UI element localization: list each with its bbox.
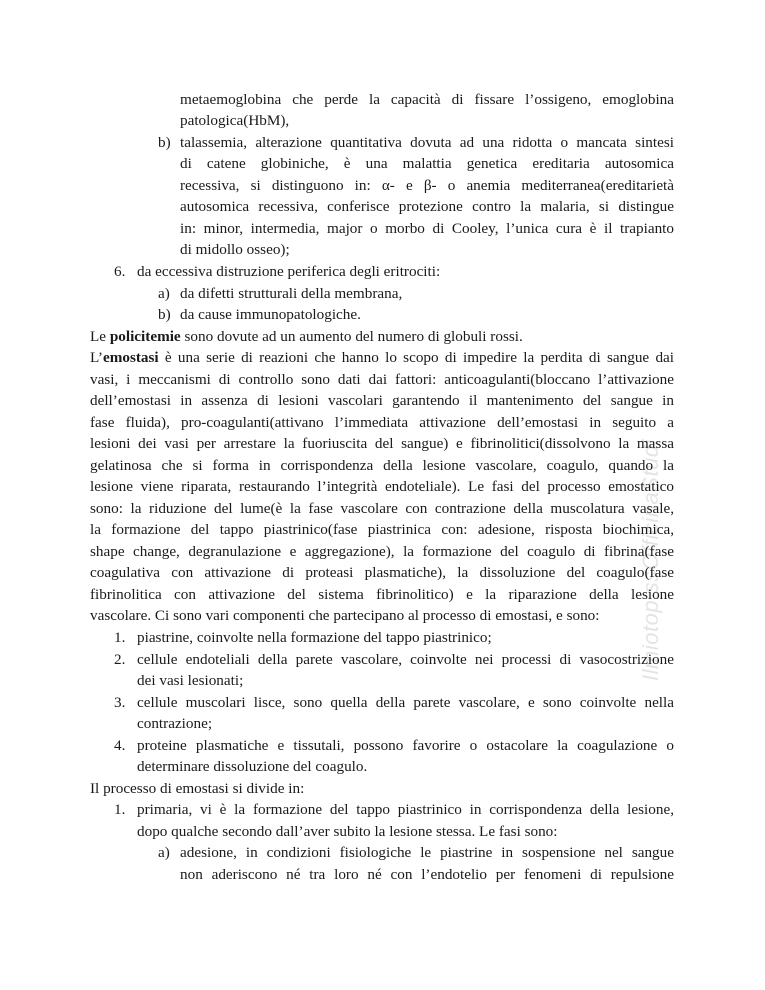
text-line: cellule endoteliali della parete vascolare, coinvolte nei processi di vasocostrizione (137, 651, 674, 668)
text-line: vascolare. Ci sono vari componenti che partecipano al processo di emostasi, e sono: (90, 607, 600, 624)
text-line: lesione viene riparata, restaurando l’integrità endoteliale). Le fasi del processo emostatico (90, 478, 674, 495)
text-line: piastrine, coinvolte nella formazione del tappo piastrinico; (137, 629, 492, 646)
text-line: non aderiscono né tra loro né con l’endotelio per fenomeni di repulsione (180, 866, 674, 883)
text-line: recessiva, si distinguono in: α- e β- o anemia mediterranea(ereditarietà (180, 177, 675, 194)
text-line: fase fluida), pro-coagulanti(attivano l’immediata attivazione dell’emostasi in seguito a (90, 414, 674, 431)
list-marker: 1. (114, 629, 126, 646)
text-line: gelatinosa che si forma in corrispondenza della lesione vascolare, coagulo, quando la (90, 457, 674, 474)
bold-term: emostasi (102, 349, 159, 366)
text-line: vasi, i meccanismi di controllo sono dati dai fattori: anticoagulanti(bloccano l’attivazione (90, 371, 674, 388)
text-line: dell’emostasi in assenza di lesioni vascolari garantendo il mantenimento del sangue in (90, 392, 674, 409)
text-line: contrazione; (137, 715, 213, 732)
list-marker: b) (158, 306, 171, 323)
text-line: dei vasi lesionati; (137, 672, 244, 689)
text-line: coagulativa con attivazione di proteasi plasmatiche), la dissoluzione del coagulo(fase (90, 564, 674, 581)
text-line: in: minor, intermedia, major o morbo di Cooley, l’unica cura è il trapianto (180, 220, 674, 237)
list-marker: 2. (114, 651, 126, 668)
text-line: shape change, degranulazione e aggregazione), la formazione del coagulo di fibrina(fase (90, 543, 674, 560)
watermark: Ilmiotop.ssOfficinaStudi (638, 439, 663, 681)
text-line: sono: la riduzione del lume(è la fase vascolare con contrazione della muscolatura vasale, (90, 500, 674, 517)
text-line: lesioni dei vasi per arrestare la fuoriuscita del sangue) e fibrinolitici(dissolvono la massa (90, 435, 674, 452)
text-line: da eccessiva distruzione periferica degli eritrociti: (137, 263, 441, 280)
list-marker: 1. (114, 801, 126, 818)
text-line: cellule muscolari lisce, sono quella della parete vascolare, e sono coinvolte nella (137, 694, 674, 711)
text-line: fibrinolitica con attivazione del sistema fibrinolitico) e la riparazione della lesione (90, 586, 674, 603)
text-line: Le policitemie sono dovute ad un aumento del numero di globuli rossi. (90, 328, 523, 345)
text-line: autosomica recessiva, conferisce protezione contro la malaria, si distingue (180, 198, 674, 215)
text-line: dopo qualche secondo dall’aver subito la lesione stessa. Le fasi sono: (137, 823, 558, 840)
list-marker: 4. (114, 737, 126, 754)
text-line: metaemoglobina che perde la capacità di fissare l’ossigeno, emoglobina (180, 91, 674, 108)
list-marker: 6. (114, 263, 126, 280)
list-marker: a) (158, 844, 170, 861)
text-line: adesione, in condizioni fisiologiche le piastrine in sospensione nel sangue (180, 844, 674, 861)
list-marker: a) (158, 285, 170, 302)
text-line: patologica(HbM), (180, 112, 290, 129)
text-line: proteine plasmatiche e tissutali, possono favorire o ostacolare la coagulazione o (137, 737, 674, 754)
list-marker: 3. (114, 694, 126, 711)
text-line: determinare dissoluzione del coagulo. (137, 758, 368, 775)
text-line: da difetti strutturali della membrana, (180, 285, 403, 302)
text-line: la formazione del tappo piastrinico(fase piastrinica con: adesione, risposta biochimica, (90, 521, 674, 538)
text-line: da cause immunopatologiche. (180, 306, 361, 323)
text-line: primaria, vi è la formazione del tappo piastrinico in corrispondenza della lesione, (137, 801, 674, 818)
bold-term: policitemie (109, 328, 181, 345)
text-line: di catene globiniche, è una malattia genetica ereditaria autosomica (180, 155, 674, 172)
text-line: di midollo osseo); (180, 241, 290, 258)
text-line: Il processo di emostasi si divide in: (90, 780, 305, 797)
list-marker: b) (158, 134, 171, 151)
text-line: L’emostasi è una serie di reazioni che hanno lo scopo di impedire la perdita di sangue dai (90, 349, 674, 366)
text-line: talassemia, alterazione quantitativa dovuta ad una ridotta o mancata sintesi (180, 134, 674, 151)
